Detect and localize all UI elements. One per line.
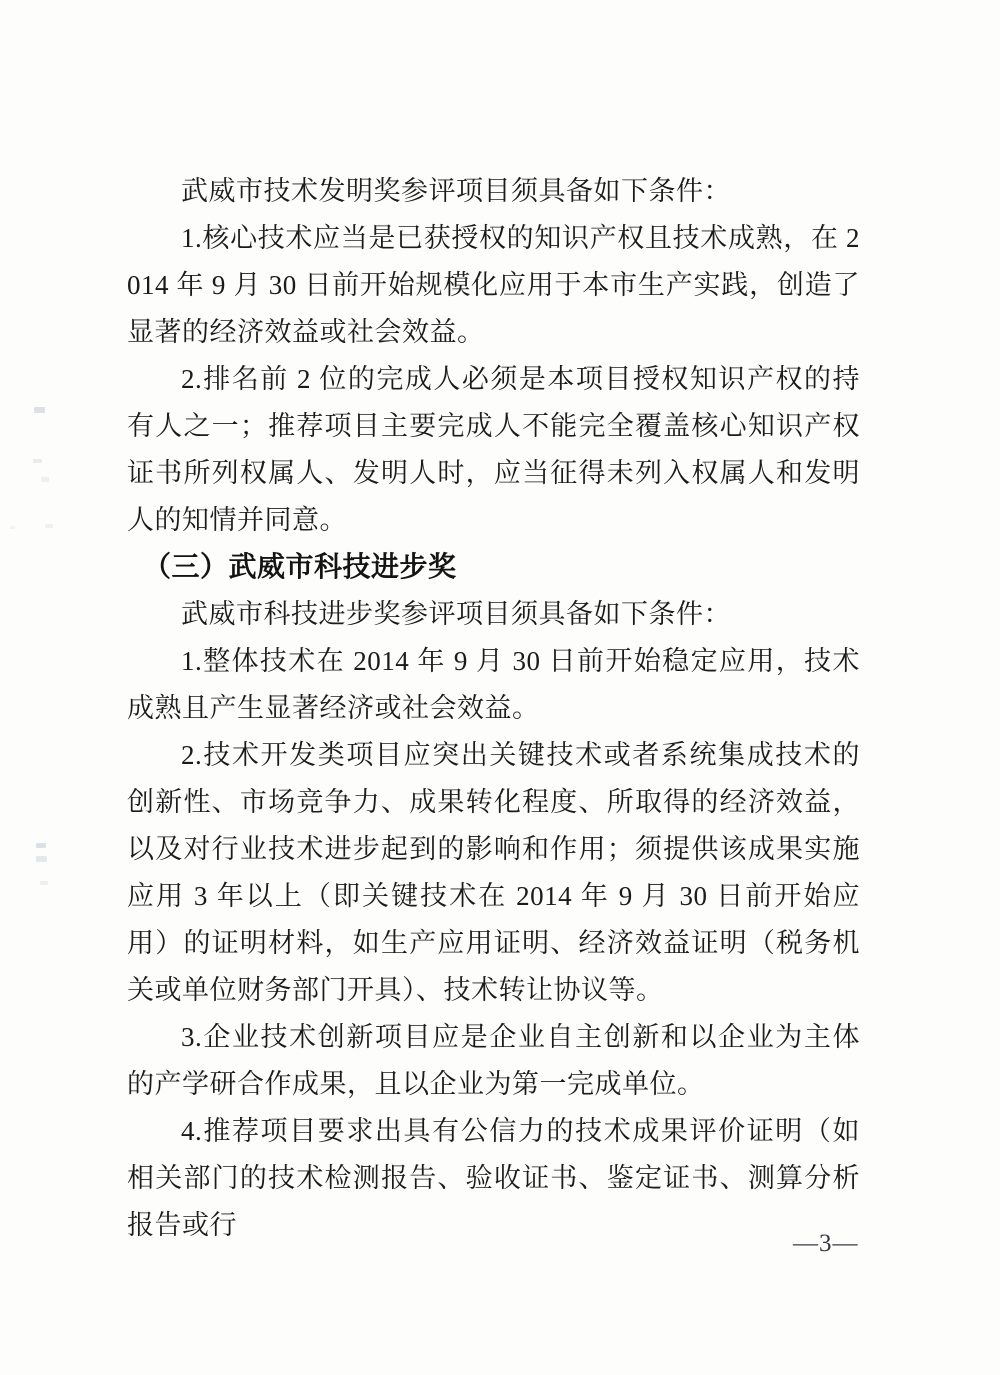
scan-artifact xyxy=(45,524,53,528)
paragraph: 武威市科技进步奖参评项目须具备如下条件： xyxy=(181,599,731,629)
page-number: —3— xyxy=(793,1230,859,1257)
section-heading: （三）武威市科技进步奖 xyxy=(143,552,457,583)
paragraph: 4.推荐项目要求出具有公信力的技术成果评价证明（如相关部门的技术检测报告、验收证书、鉴定证书、测算分析报告或行 xyxy=(127,1116,860,1240)
paragraph: 2.技术开发类项目应突出关键技术或者系统集成技术的创新性、市场竞争力、成果转化程度、所取得的经济效益，以及对行业技术进步起到的影响和作用；须提供该成果实施应用 3 年以上（即关键技术在 2014 年 9 月 30 日前开始应用）的证明材料，如生产应用证明、经济效益证明（税务机关或单位财务部门开具）、技术转让协议等。 xyxy=(127,740,860,1005)
scan-artifact xyxy=(41,477,49,482)
paragraph: 2.排名前 2 位的完成人必须是本项目授权知识产权的持有人之一；推荐项目主要完成人不能完全覆盖核心知识产权证书所列权属人、发明人时，应当征得未列入权属人和发明人的知情并同意。 xyxy=(127,364,860,535)
scan-artifact xyxy=(33,459,42,463)
scan-artifact xyxy=(34,407,45,413)
scan-artifact xyxy=(10,526,15,529)
paragraph: 3.企业技术创新项目应是企业自主创新和以企业为主体的产学研合作成果，且以企业为第一完成单位。 xyxy=(127,1022,860,1099)
document-body xyxy=(127,168,860,1249)
scan-artifact xyxy=(36,856,47,862)
paragraph: 1.核心技术应当是已获授权的知识产权且技术成熟，在 2014 年 9 月 30 日前开始规模化应用于本市生产实践，创造了显著的经济效益或社会效益。 xyxy=(127,223,860,347)
scan-artifact xyxy=(36,843,46,848)
scan-artifact xyxy=(40,881,48,885)
paragraph: 1.整体技术在 2014 年 9 月 30 日前开始稳定应用，技术成熟且产生显著经济或社会效益。 xyxy=(127,646,860,723)
paragraph: 武威市技术发明奖参评项目须具备如下条件： xyxy=(181,176,731,206)
